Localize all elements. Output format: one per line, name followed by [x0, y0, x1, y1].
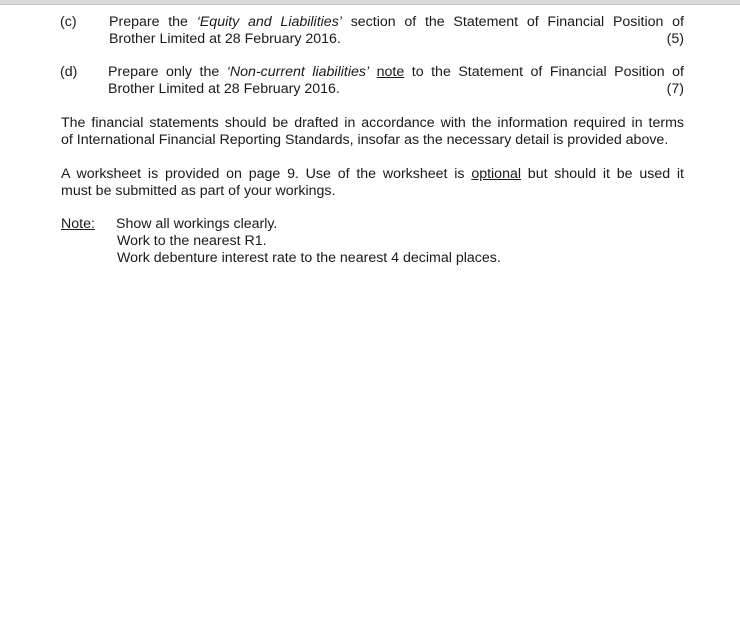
note-lines	[117, 216, 684, 267]
text-run: section of the Statement of Financial Position of	[341, 14, 684, 30]
question-line	[108, 64, 684, 81]
underlined-term: note	[376, 64, 405, 80]
note-label: Note:	[61, 216, 95, 232]
paragraph-line: of International Financial Reporting Standards, insofar as the necessary detail is provided above.	[61, 132, 669, 148]
question-line	[109, 31, 684, 48]
note-line: Show all workings clearly.	[116, 216, 278, 232]
question-label: (d)	[60, 64, 78, 80]
text-run: to the Statement of Financial Position of	[404, 64, 684, 80]
question-d	[60, 64, 684, 98]
question-c	[60, 14, 684, 48]
text-run: A worksheet is provided on page 9. Use of the worksheet is	[61, 166, 472, 182]
text-run: Brother Limited at 28 February 2016.	[109, 31, 341, 47]
note-block	[61, 216, 684, 267]
note-line: Work debenture interest rate to the nearest 4 decimal places.	[117, 250, 501, 266]
text-run: Brother Limited at 28 February 2016.	[108, 81, 340, 97]
marks-allocation: (7)	[666, 81, 684, 97]
instructions-paragraph	[61, 115, 684, 149]
text-run: but should it be used it	[521, 166, 684, 182]
paragraph-line	[61, 166, 684, 183]
question-line	[109, 14, 684, 31]
emphasized-term: ‘Equity and Liabilities’	[196, 14, 342, 30]
question-body	[109, 14, 684, 48]
text-run: Prepare the	[109, 14, 197, 30]
paragraph-line: must be submitted as part of your workings.	[61, 183, 336, 199]
paragraph-line: The financial statements should be drafted in accordance with the information required in terms	[61, 115, 684, 131]
page-top-edge	[0, 0, 740, 5]
text-run: Prepare only the	[108, 64, 227, 80]
note-line: Work to the nearest R1.	[117, 233, 267, 249]
emphasized-term: ‘Non-current liabilities’	[226, 64, 370, 80]
text-run	[369, 64, 377, 80]
question-line	[108, 81, 684, 98]
question-label: (c)	[60, 14, 77, 30]
worksheet-paragraph	[61, 166, 684, 200]
underlined-term: optional	[471, 166, 522, 182]
question-body	[108, 64, 684, 98]
marks-allocation: (5)	[666, 31, 684, 47]
